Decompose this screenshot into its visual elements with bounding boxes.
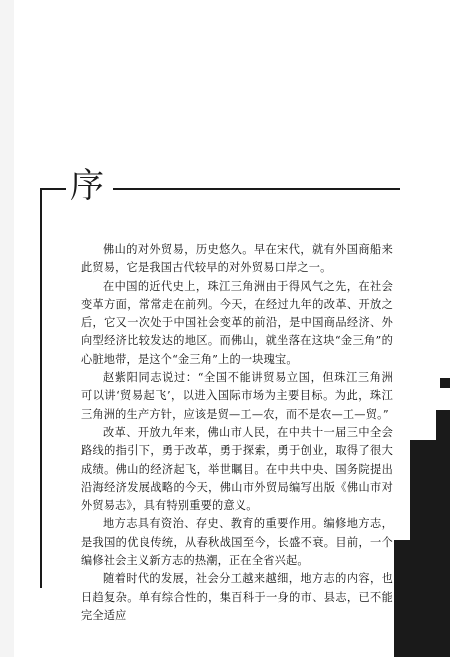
scan-torn-edge [394,540,450,657]
scan-torn-edge [440,378,450,388]
preface-body [81,241,393,625]
preface-title: 序 [70,166,104,206]
paragraph: 在中国的近代史上，珠江三角洲由于得风气之先，在社会变革方面，常常走在前列。今天，在经过九年的改革、开放之后，它又一次处于中国社会变革的前沿，是中国商品经济、外向型经济比较发达的地区。而佛山，就坐落在这块“金三角”的心脏地带，是这个“金三角”上的一块瑰宝。 [81,279,393,366]
paragraph: 地方志具有资治、存史、教育的重要作用。编修地方志，是我国的优良传统，从春秋战国至今，长盛不衰。目前，一个编修社会主义新方志的热潮，正在全省兴起。 [81,517,393,568]
paragraph: 赵紫阳同志说过：“全国不能讲贸易立国，但珠江三角洲可以讲‘贸易起飞’，以进入国际市场为主要目标。为此，珠江三角洲的生产方针，应该是贸—工—农，而不是农—工—贸。” [81,371,393,421]
scan-torn-edge [436,410,450,440]
frame-top-right [113,188,400,190]
paragraph: 随着时代的发展，社会分工越来越细，地方志的内容，也日趋复杂。单有综合性的，集百科于一身的市、县志，已不能完全适应 [81,572,393,622]
scan-edge [0,0,14,657]
frame-left [40,188,42,588]
paragraph: 佛山的对外贸易，历史悠久。早在宋代，就有外国商船来此贸易，它是我国古代较早的对外贸易口岸之一。 [81,243,393,275]
frame-top-left [40,188,66,190]
paragraph: 改革、开放九年来，佛山市人民，在中共十一届三中全会路线的指引下，勇于改革，勇于探索，勇于创业，取得了很大成绩。佛山的经济起飞，举世瞩目。在中共中央、国务院提出沿海经济发展战略的今天，佛山市外贸局编写出版《佛山市对外贸易志》，具有特别重要的意义。 [81,425,393,513]
